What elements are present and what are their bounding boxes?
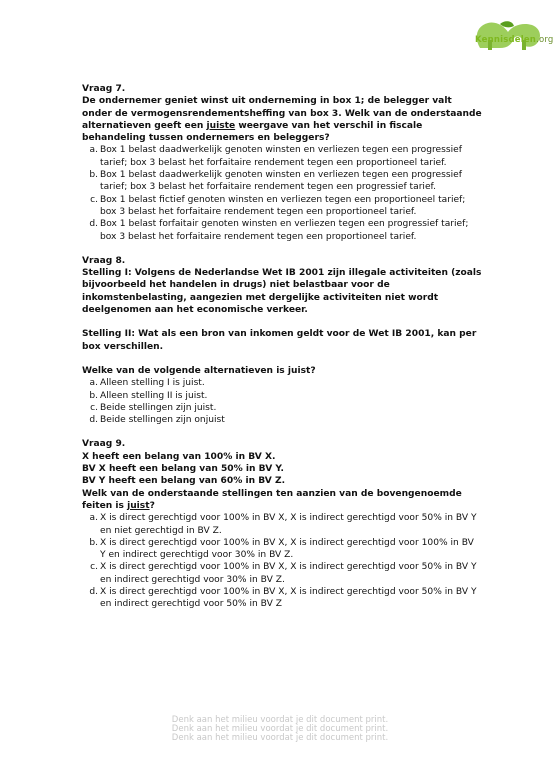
question-7-options: [82, 144, 482, 242]
option-item: d. Box 1 belast forfaitair genoten winsten en verliezen tegen een progressief tarief; box 3 belast het forfaitaire rendement tegen een proportioneel tarief.: [89, 219, 469, 242]
footer-line: Denk aan het milieu voordat je dit document print.: [171, 733, 389, 743]
document-body: [82, 83, 482, 611]
question-9-fact: X heeft een belang van 100% in BV X.: [82, 451, 276, 462]
footer-line: Denk aan het milieu voordat je dit document print.: [171, 715, 389, 725]
option-item: d. Beide stellingen zijn onjuist: [89, 415, 225, 426]
option-item: d. X is direct gerechtigd voor 100% in BV X, X is indirect gerechtigd voor 50% in BV Y en indirect gerechtigd voor 50% in BV Z: [89, 586, 477, 610]
question-9-options: [82, 512, 482, 610]
option-item: c. X is direct gerechtigd voor 100% in BV X, X is indirect gerechtigd voor 50% in BV Y en indirect gerechtigd voor 30% in BV Z.: [90, 562, 477, 585]
question-9-fact: BV X heeft een belang van 50% in BV Y.: [82, 464, 284, 475]
option-item: c. Beide stellingen zijn juist.: [90, 402, 217, 413]
option-item: c. Box 1 belast fictief genoten winsten en verliezen tegen een proportioneel tarief; box 3 belast het forfaitaire rendement tegen een proportioneel tarief.: [90, 194, 466, 217]
option-item: b. Box 1 belast daadwerkelijk genoten winsten en verliezen tegen een progressief tarief; box 3 belast het forfaitaire rendement tegen een progressief tarief.: [89, 170, 462, 193]
option-item: a. X is direct gerechtigd voor 100% in BV X, X is indirect gerechtigd voor 50% in BV Y en niet gerechtigd in BV Z.: [89, 513, 477, 536]
question-8-stelling-1: Stelling I: Volgens de Nederlandse Wet IB 2001 zijn illegale activiteiten (zoals bijvoorbeeld het handelen in drugs) niet belastbaar voor de inkomstenbelasting, aangezien met dergelijke activiteiten niet wordt deelgenomen aan het economische verkeer.: [82, 268, 482, 316]
question-7-stem: De ondernemer geniet winst uit onderneming in box 1; de belegger valt onder de vermogensrendementsheffing van box 3. Welk van de onderstaande alternatieven geeft een juiste weergave van het verschil in fiscale behandeling tussen ondernemers en beleggers?: [82, 96, 482, 144]
option-item: a. Box 1 belast daadwerkelijk genoten winsten en verliezen tegen een progressief tarief; box 3 belast het forfaitaire rendement tegen een proportioneel tarief.: [89, 145, 462, 168]
logo-text: Kennisdelen.org: [475, 35, 554, 45]
footer-watermark: [150, 716, 410, 743]
option-item: a. Alleen stelling I is juist.: [89, 378, 205, 389]
question-8-heading: Vraag 8.: [82, 255, 126, 266]
option-item: b. Alleen stelling II is juist.: [89, 390, 208, 401]
question-8-options: [82, 377, 482, 426]
question-9-question: Welk van de onderstaande stellingen ten aanzien van de bovengenoemde feiten is juist?: [82, 488, 462, 511]
question-9-fact: BV Y heeft een belang van 60% in BV Z.: [82, 476, 286, 487]
question-8-stelling-2: Stelling II: Wat als een bron van inkomen geldt voor de Wet IB 2001, kan per box verschillen.: [82, 329, 477, 352]
footer-line: Denk aan het milieu voordat je dit document print.: [171, 724, 389, 734]
question-8-question: Welke van de volgende alternatieven is juist?: [82, 365, 316, 376]
question-9-heading: Vraag 9.: [82, 439, 126, 450]
option-item: b. X is direct gerechtigd voor 100% in BV X, X is indirect gerechtigd voor 100% in BV Y en indirect gerechtigd voor 30% in BV Z.: [89, 537, 474, 561]
question-7-heading: Vraag 7.: [82, 84, 126, 94]
